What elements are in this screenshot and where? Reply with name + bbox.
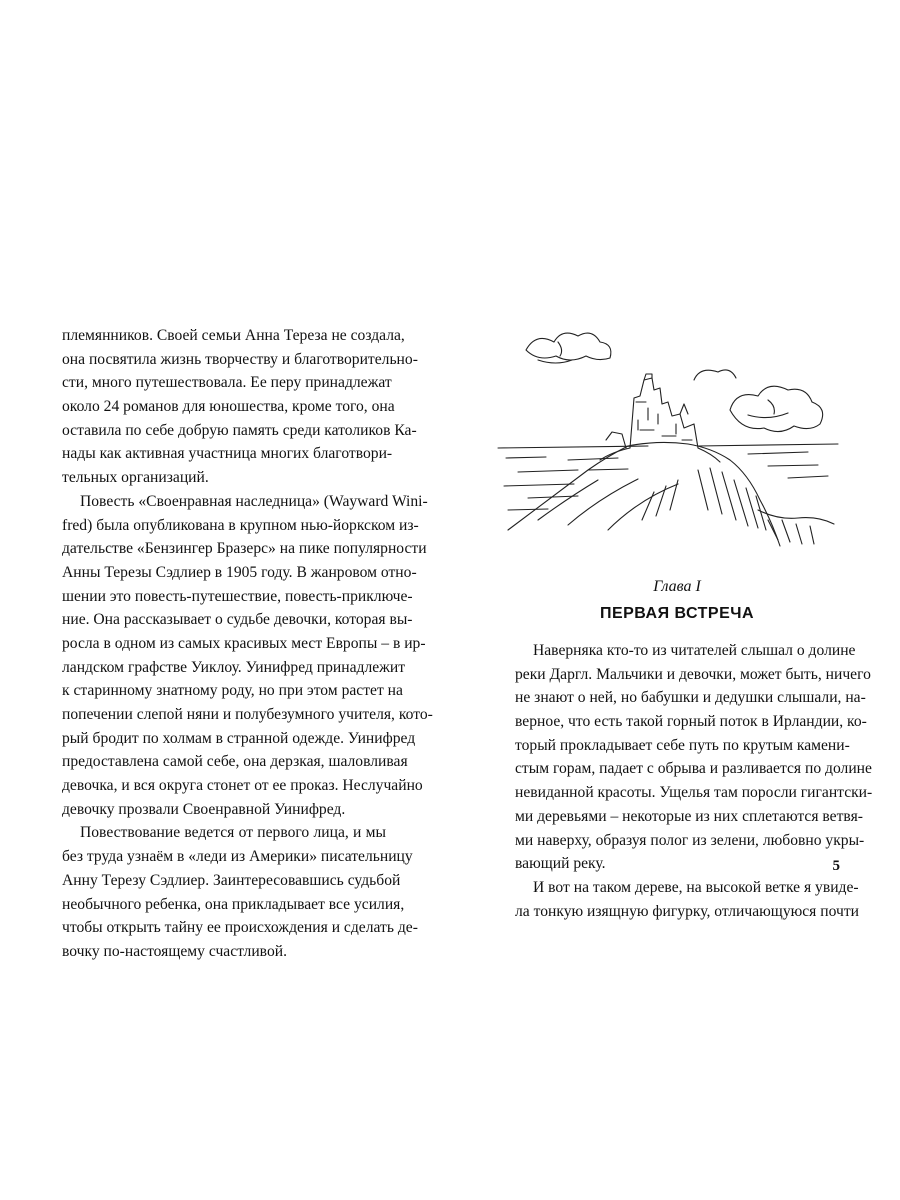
text-line: fred) была опубликована в крупном нью-йоркском из- [62, 516, 419, 534]
text-line: стым горам, падает с обрыва и разливается по долине [515, 760, 872, 778]
chapter-title: ПЕРВАЯ ВСТРЕЧА [599, 605, 755, 622]
text-line: дательстве «Бензингер Бразерс» на пике популярности [62, 540, 427, 558]
text-line: верное, что есть такой горный поток в Ирландии, ко- [515, 713, 867, 731]
text-line: Анны Терезы Сэдлиер в 1905 году. В жанровом отно- [62, 563, 417, 581]
right-page [450, 0, 900, 1200]
text-line: ние. Она рассказывает о судьбе девочки, которая вы- [62, 611, 413, 629]
text-line: предоставлена самой себе, она дерзкая, шаловливая [62, 753, 408, 771]
text-line: ми деревьями – некоторые из них сплетаются ветвя- [515, 807, 863, 825]
text-line: росла в одном из самых красивых мест Европы – в ир- [62, 634, 426, 652]
text-line: нады как активная участница многих благотвори- [62, 445, 393, 463]
text-line: чтобы открыть тайну ее происхождения и сделать де- [62, 919, 418, 937]
text-line: торый прокладывает себе путь по крутым камени- [515, 736, 850, 754]
castle-ruin-illustration [498, 320, 838, 555]
text-line: ми наверху, образуя полог из зелени, любовно укры- [515, 831, 865, 849]
text-line: шении это повесть-путешествие, повесть-приключе- [62, 587, 413, 605]
text-line: девочка, и вся округа стонет от ее проказ. Неслучайно [62, 777, 423, 795]
text-line: девочку прозвали Своенравной Уинифред. [62, 800, 346, 818]
chapter-label: Глава I [653, 578, 701, 595]
text-line: около 24 романов для юношества, кроме того, она [62, 398, 395, 416]
page-number: 5 [832, 858, 840, 874]
text-line: она посвятила жизнь творчеству и благотворительно- [62, 350, 418, 368]
text-line: ла тонкую изящную фигурку, отличающуюся почти [515, 902, 859, 920]
text-line: племянников. Своей семьи Анна Тереза не создала, [62, 327, 405, 344]
text-line: без труда узнаём в «леди из Америки» писательницу [62, 848, 413, 866]
text-line: оставила по себе добрую память среди католиков Ка- [62, 421, 417, 439]
text-line: вочку по-настоящему счастливой. [62, 942, 287, 960]
text-line: сти, много путешествовала. Ее перу принадлежат [62, 374, 392, 392]
text-line: Повесть «Своенравная наследница» (Wayward Wini- [80, 492, 428, 510]
text-line: Повествование ведется от первого лица, и мы [80, 824, 386, 842]
text-line: Наверняка кто-то из читателей слышал о долине [533, 642, 856, 659]
text-line: И вот на таком дереве, на высокой ветке я увиде- [533, 878, 859, 896]
text-line: необычного ребенка, она прикладывает все усилия, [62, 895, 405, 913]
text-line: вающий реку. [515, 855, 606, 873]
text-line: невиданной красоты. Ущелья там поросли гигантски- [515, 784, 873, 802]
text-line: рый бродит по холмам в странной одежде. Уинифред [62, 729, 416, 747]
text-line: не знают о ней, но бабушки и дедушки слышали, на- [515, 689, 866, 707]
text-line: попечении слепой няни и полубезумного учителя, кото- [62, 706, 433, 723]
text-line: ландском графстве Уиклоу. Уинифред принадлежит [62, 658, 406, 676]
text-line: реки Даргл. Мальчики и девочки, может быть, ничего [515, 665, 871, 683]
text-line: тельных организаций. [62, 469, 209, 487]
right-page-text [515, 639, 873, 923]
text-line: Анну Терезу Сэдлиер. Заинтересовавшись судьбой [62, 871, 401, 889]
left-page-text [62, 324, 433, 964]
text-line: к старинному знатному роду, но при этом растет на [62, 682, 403, 700]
